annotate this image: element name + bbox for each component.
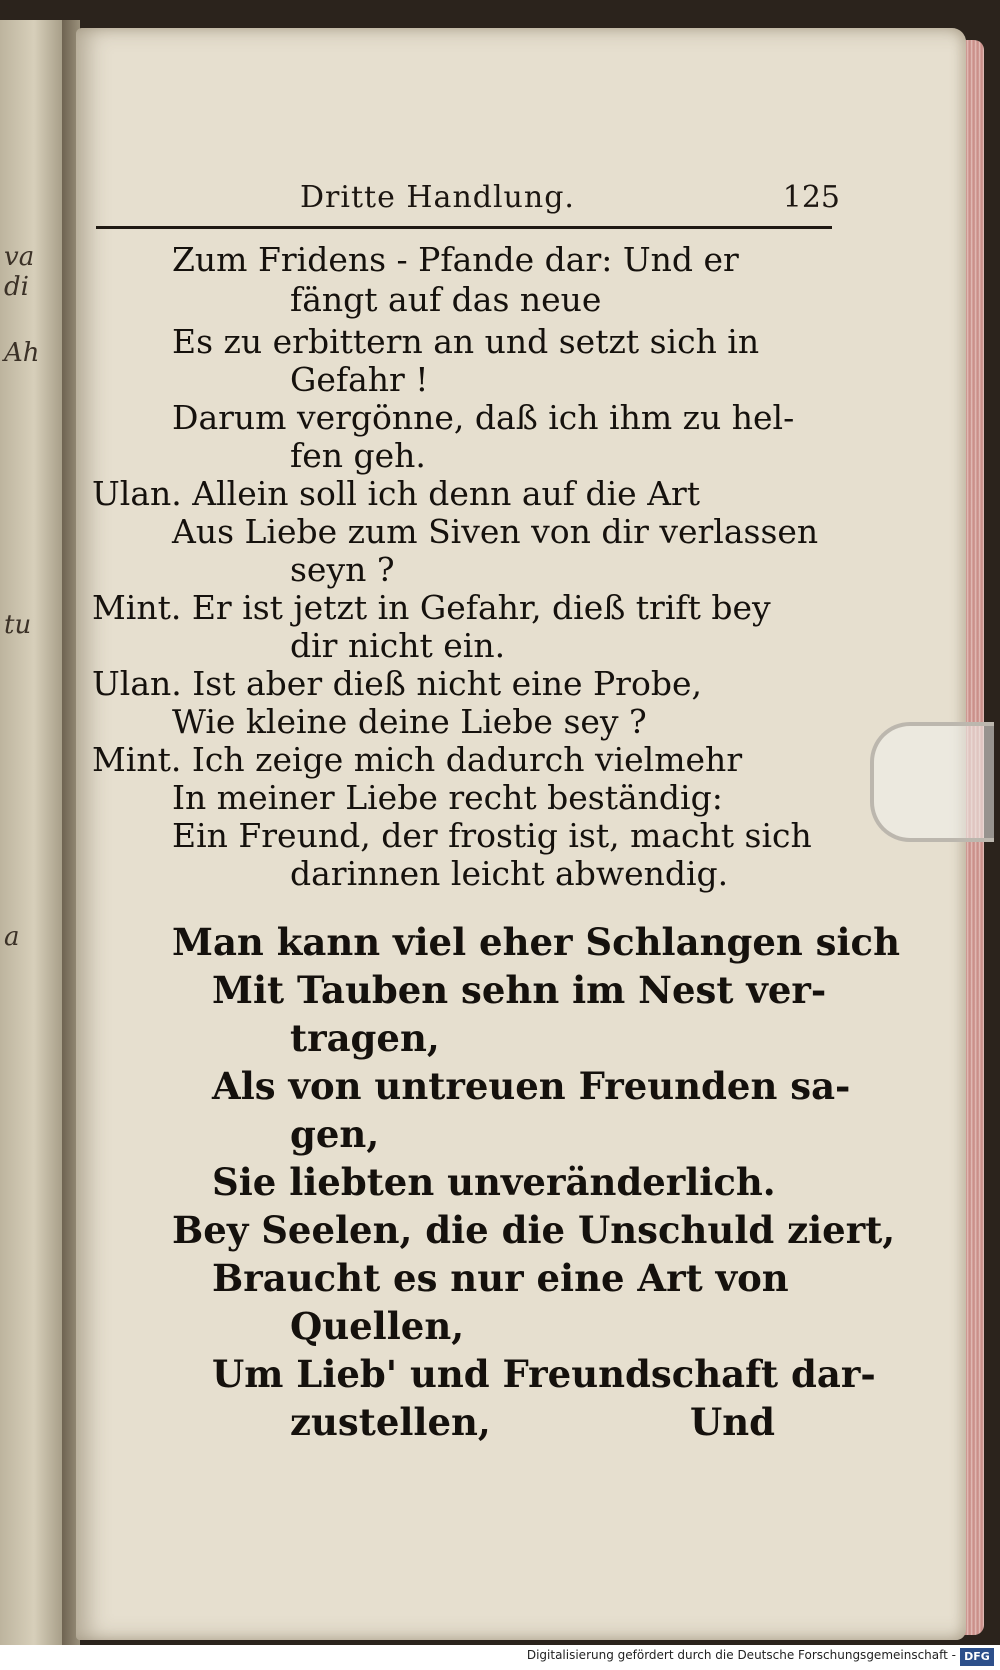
page-clip <box>870 722 994 842</box>
text-line: Zum Fridens - Pfande dar: Und er <box>172 240 739 279</box>
text-line: fen geh. <box>290 436 426 475</box>
left-page-fragment: tu <box>4 610 32 640</box>
aria-line: gen, <box>290 1112 380 1156</box>
aria-line: Man kann viel eher Schlangen sich <box>172 920 900 964</box>
aria-line: tragen, <box>290 1016 440 1060</box>
aria-line: Braucht es nur eine Art von <box>212 1256 789 1300</box>
text-line: In meiner Liebe recht beständig: <box>172 778 723 817</box>
speaker-line: Mint. Er ist jetzt in Gefahr, dieß trift bey <box>92 588 771 627</box>
left-page-fragment: Ah <box>4 338 40 368</box>
funding-note: Digitalisierung gefördert durch die Deutsche Forschungsgemeinschaft - <box>526 1648 956 1662</box>
speaker-line: Mint. Ich zeige mich dadurch vielmehr <box>92 740 743 779</box>
aria-line: Als von untreuen Freunden sa- <box>212 1064 851 1108</box>
dfg-logo: DFG <box>960 1648 994 1666</box>
aria-line: Bey Seelen, die die Unschuld ziert, <box>172 1208 896 1252</box>
left-page-fragment: a <box>4 922 20 952</box>
text-line: Es zu erbittern an und setzt sich in <box>172 322 760 361</box>
page-number: 125 <box>782 180 840 215</box>
speaker-line: Ulan. Allein soll ich denn auf die Art <box>92 474 701 513</box>
left-page-fragment: va di <box>4 242 35 302</box>
text-line: Wie kleine deine Liebe sey ? <box>172 702 647 741</box>
text-line: dir nicht ein. <box>290 626 506 665</box>
text-line: darinnen leicht abwendig. <box>290 854 729 893</box>
header-rule <box>96 226 832 229</box>
text-line: Aus Liebe zum Siven von dir verlassen <box>172 512 819 551</box>
running-head <box>300 180 840 224</box>
text-line: Ein Freund, der frostig ist, macht sich <box>172 816 812 855</box>
text-line: seyn ? <box>290 550 395 589</box>
text-line: fängt auf das neue <box>290 280 602 319</box>
text-line: Gefahr ! <box>290 360 429 399</box>
footer-bar <box>0 1645 1000 1670</box>
aria-line: Quellen, <box>290 1304 465 1348</box>
aria-line: Mit Tauben sehn im Nest ver- <box>212 968 827 1012</box>
catchword: Und <box>690 1400 776 1444</box>
speaker-line: Ulan. Ist aber dieß nicht eine Probe, <box>92 664 702 703</box>
aria-line: zustellen, <box>290 1400 491 1444</box>
aria-line: Um Lieb' und Freundschaft dar- <box>212 1352 876 1396</box>
left-page-edge <box>0 20 62 1645</box>
text-line: Darum vergönne, daß ich ihm zu hel- <box>172 398 795 437</box>
running-head-title: Dritte Handlung. <box>300 180 575 215</box>
aria-line: Sie liebten unveränderlich. <box>212 1160 776 1204</box>
